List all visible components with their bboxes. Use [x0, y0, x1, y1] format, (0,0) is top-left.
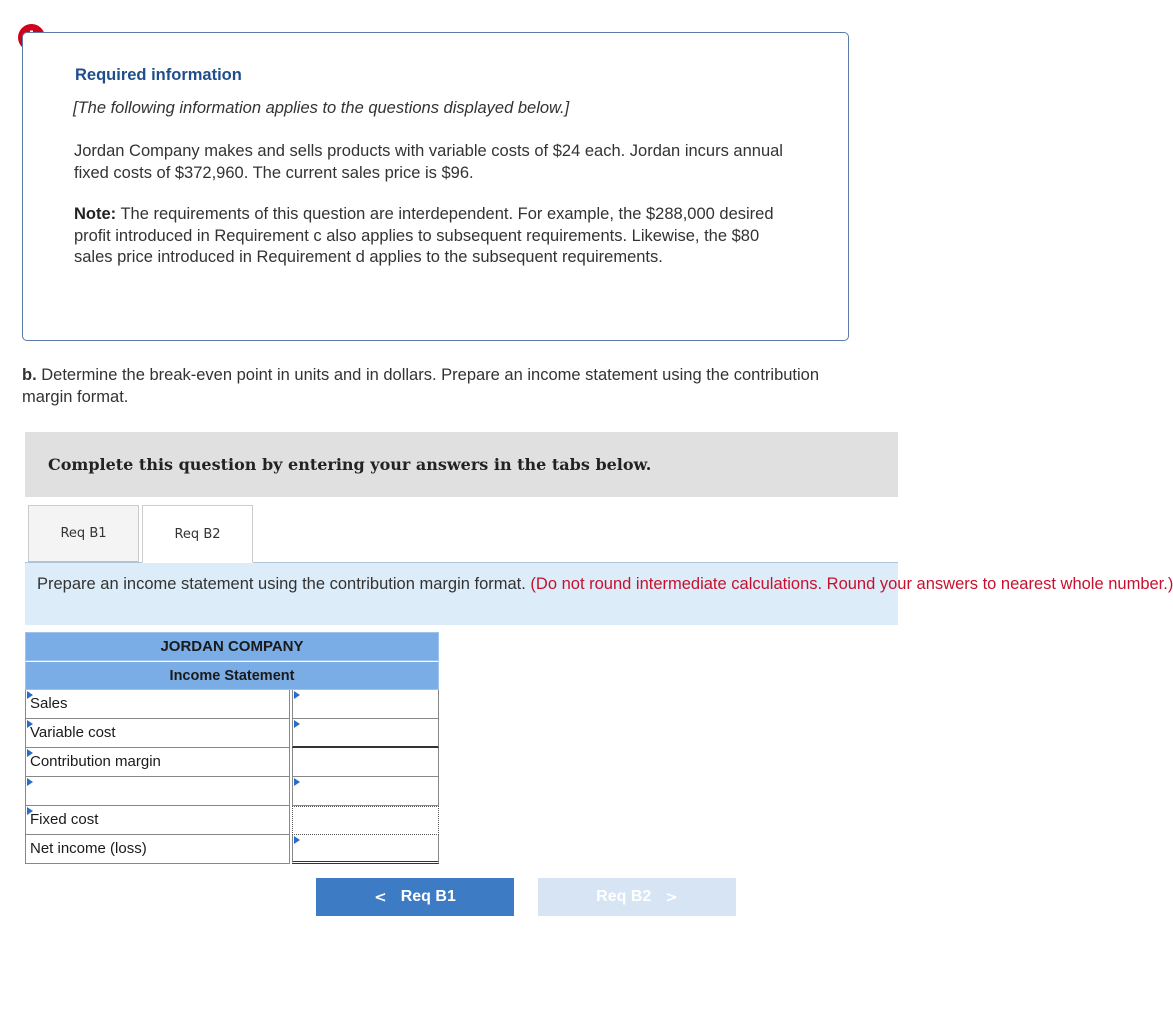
value-cell-fixed-cost[interactable] [292, 806, 439, 835]
label-cell-sales[interactable] [25, 690, 290, 719]
dropdown-marker-icon [294, 720, 300, 728]
fixed-cost-amount-input[interactable] [293, 807, 438, 834]
row-label: Fixed cost [30, 811, 99, 828]
row-label: Sales [30, 695, 68, 712]
statement-row-contribution-margin [25, 748, 439, 777]
statement-row-blank [25, 777, 439, 806]
statement-row-fixed-cost [25, 806, 439, 835]
row-label: Net income (loss) [30, 840, 147, 857]
row-label: Contribution margin [30, 753, 161, 770]
dropdown-marker-icon [294, 778, 300, 786]
row-label: Variable cost [30, 724, 116, 741]
dropdown-marker-icon [294, 691, 300, 699]
prev-req-b1-button[interactable] [316, 878, 514, 916]
label-cell-contribution-margin[interactable] [25, 748, 290, 777]
label-cell-net-income [25, 835, 290, 864]
value-cell-sales[interactable] [292, 690, 439, 719]
label-cell-variable-cost[interactable] [25, 719, 290, 748]
variable-cost-amount-input[interactable] [293, 719, 438, 746]
dropdown-marker-icon [27, 691, 33, 699]
next-req-b2-button[interactable] [538, 878, 736, 916]
prompt-box [25, 563, 1173, 625]
info-paragraph: Jordan Company makes and sells products with variable costs of $24 each. Jordan incurs annual fixed costs of $372,960. The current sales price is $96. [74, 142, 783, 182]
chevron-right-icon: > [665, 888, 678, 906]
tab-req-b2[interactable]: Req B2 [142, 505, 253, 563]
info-italic-note: [The following information applies to the questions displayed below.] [73, 99, 570, 117]
instruction-bar [25, 432, 898, 497]
income-statement [25, 632, 439, 864]
info-title: Required information [75, 66, 242, 84]
question-text [22, 365, 872, 408]
blank-amount-input[interactable] [293, 777, 438, 805]
prev-button-label: Req B1 [400, 888, 456, 905]
statement-row-sales [25, 690, 439, 719]
company-name: JORDAN COMPANY [25, 632, 439, 661]
blank-label-input[interactable] [30, 777, 285, 805]
info-note [74, 204, 794, 269]
label-cell-blank[interactable] [25, 777, 290, 806]
label-cell-fixed-cost[interactable] [25, 806, 290, 835]
contribution-margin-amount-input[interactable] [293, 748, 438, 776]
note-text: The requirements of this question are interdependent. For example, the $288,000 desired profit introduced in Requirement c also applies to subsequent requirements. Likewise, the $80 sales price introduced in Requirement d applies to the subsequent requirements. [74, 205, 774, 266]
dropdown-marker-icon [27, 720, 33, 728]
statement-row-variable-cost [25, 719, 439, 748]
chevron-left-icon: < [374, 888, 387, 906]
question-body: Determine the break-even point in units and in dollars. Prepare an income statement using the contribution margin format. [22, 366, 820, 406]
statement-row-net-income [25, 835, 439, 864]
next-button-label: Req B2 [596, 888, 652, 905]
question-label: b. [22, 366, 37, 384]
value-cell-contribution-margin[interactable] [292, 748, 439, 777]
dropdown-marker-icon [294, 836, 300, 844]
prompt-text: Prepare an income statement using the contribution margin format. [37, 575, 531, 593]
instruction-text: Complete this question by entering your answers in the tabs below. [48, 455, 652, 474]
required-information-box [22, 32, 849, 341]
dropdown-marker-icon [27, 807, 33, 815]
tab-req-b1[interactable]: Req B1 [28, 505, 139, 562]
net-income-amount-input[interactable] [293, 835, 438, 861]
dropdown-marker-icon [27, 778, 33, 786]
sales-amount-input[interactable] [293, 690, 438, 718]
note-label: Note: [74, 205, 117, 223]
value-cell-variable-cost[interactable] [292, 719, 439, 748]
value-cell-blank[interactable] [292, 777, 439, 806]
dropdown-marker-icon [27, 749, 33, 757]
value-cell-net-income[interactable] [292, 835, 439, 864]
statement-title: Income Statement [25, 661, 439, 690]
prompt-rounding-note: (Do not round intermediate calculations. Round your answers to nearest whole number.) [530, 575, 1173, 593]
